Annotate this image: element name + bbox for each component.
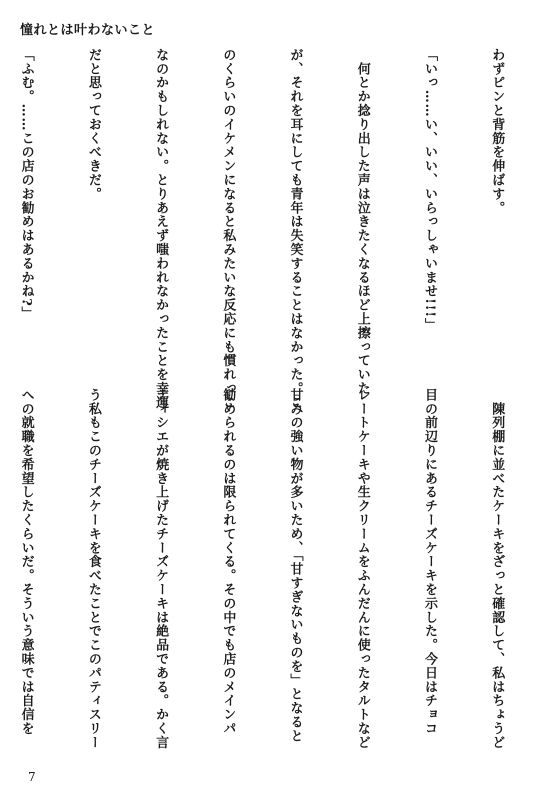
text-line: が、それを耳にしても青年は失笑することはなかった。こ (287, 48, 303, 410)
text-line: のくらいのイケメンになると私みたいな反応にも慣れっこ (220, 48, 236, 410)
text-line: 目の前辺りにあるチーズケーキを示した。今日はチョコ (421, 388, 437, 736)
text-line: 「いっ……い、いい、いらっしゃいませ!!!」 (421, 48, 437, 332)
text-line: 甘みの強い物が多いため、「甘すぎないものを」となると (287, 388, 303, 743)
text-line: う私もこのチーズケーキを食べたことでこのパティスリー (85, 388, 101, 750)
text-line: 陳列棚に並べたケーキをざっと確認して、私はちょうど (489, 388, 505, 750)
running-title: 憧れとは叶わないこと (20, 23, 156, 38)
text-line: 何とか捻り出した声は泣きたくなるほど上擦っていた (354, 48, 370, 396)
text-line: 勧められるのは限られてくる。その中でも店のメインパ (220, 388, 236, 736)
lower-text-block (18, 388, 552, 750)
text-line: なのかもしれない。とりあえず嗤われなかったことを幸運 (153, 48, 169, 410)
text-line: だと思っておくべきだ。 (85, 48, 101, 201)
page-number: 7 (28, 770, 36, 784)
text-line: への就職を希望したくらいだ。そういう意味では自信を (18, 388, 34, 736)
text-line: わずピンと背筋を伸ばす。 (489, 48, 505, 215)
upper-text-block (18, 48, 552, 410)
text-line: 「ふむ。……この店のお勧めはあるかね?」 (18, 48, 34, 321)
text-line: レートケーキや生クリームをふんだんに使ったタルトなど (354, 388, 370, 750)
text-line: ティシエが焼き上げたチーズケーキは絶品である。かく言 (153, 388, 169, 750)
